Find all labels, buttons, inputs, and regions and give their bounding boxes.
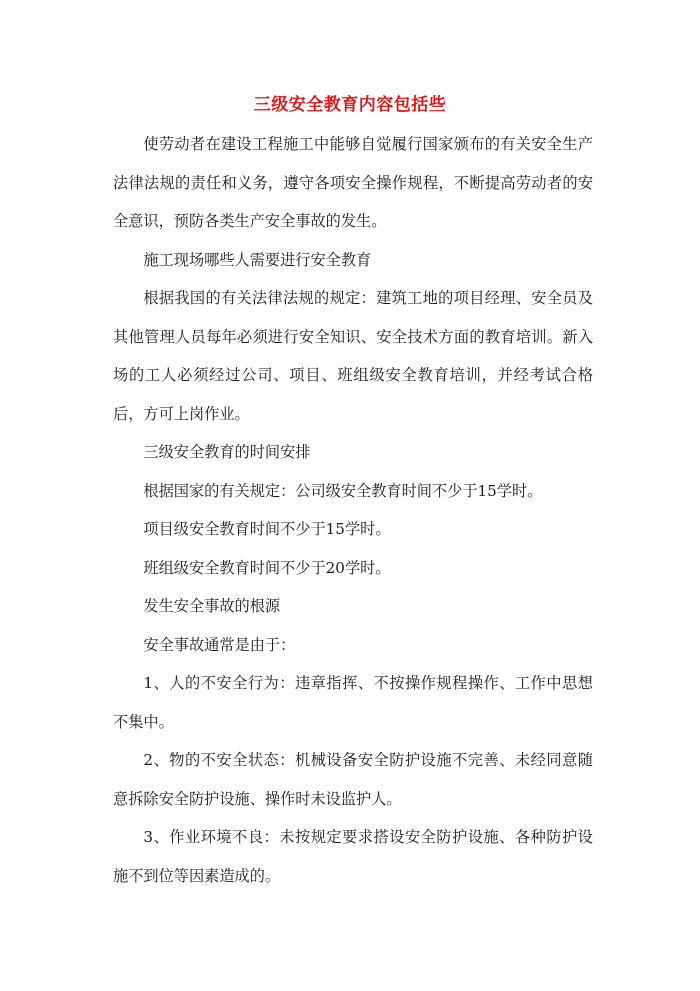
paragraph-regulations: 根据我国的有关法律法规的规定：建筑工地的项目经理、安全员及其他管理人员每年必须进行安全知识、安全技术方面的教育培训。新入场的工人必须经过公司、项目、班组级安全教育培训，并经考试合格后，方可上岗作业。: [113, 289, 593, 423]
document-title: 三级安全教育内容包括些: [253, 95, 447, 115]
section-heading-who: 施工现场哪些人需要进行安全教育: [143, 250, 372, 269]
paragraph-company-hours: 根据国家的有关规定：公司级安全教育时间不少于15学时。: [143, 481, 543, 500]
paragraph-intro: 使劳动者在建设工程施工中能够自觉履行国家颁布的有关安全生产法律法规的责任和义务，遵守各项安全操作规程，不断提高劳动者的安全意识，预防各类生产安全事故的发生。: [113, 135, 593, 230]
list-item-cause-1: 1、人的不安全行为：违章指挥、不按操作规程操作、工作中思想不集中。: [113, 674, 593, 731]
document-body: [113, 125, 593, 895]
list-item-cause-2: 2、物的不安全状态：机械设备安全防护设施不完善、未经同意随意拆除安全防护设施、操作时未设监护人。: [113, 751, 593, 808]
list-item-cause-3: 3、作业环境不良：未按规定要求搭设安全防护设施、各种防护设施不到位等因素造成的。: [113, 828, 593, 885]
section-heading-schedule: 三级安全教育的时间安排: [143, 443, 311, 461]
paragraph-team-hours: 班组级安全教育时间不少于20学时。: [143, 558, 391, 577]
section-heading-causes: 发生安全事故的根源: [143, 597, 281, 615]
paragraph-causes-intro: 安全事故通常是由于：: [143, 635, 296, 654]
paragraph-project-hours: 项目级安全教育时间不少于15学时。: [143, 520, 391, 538]
